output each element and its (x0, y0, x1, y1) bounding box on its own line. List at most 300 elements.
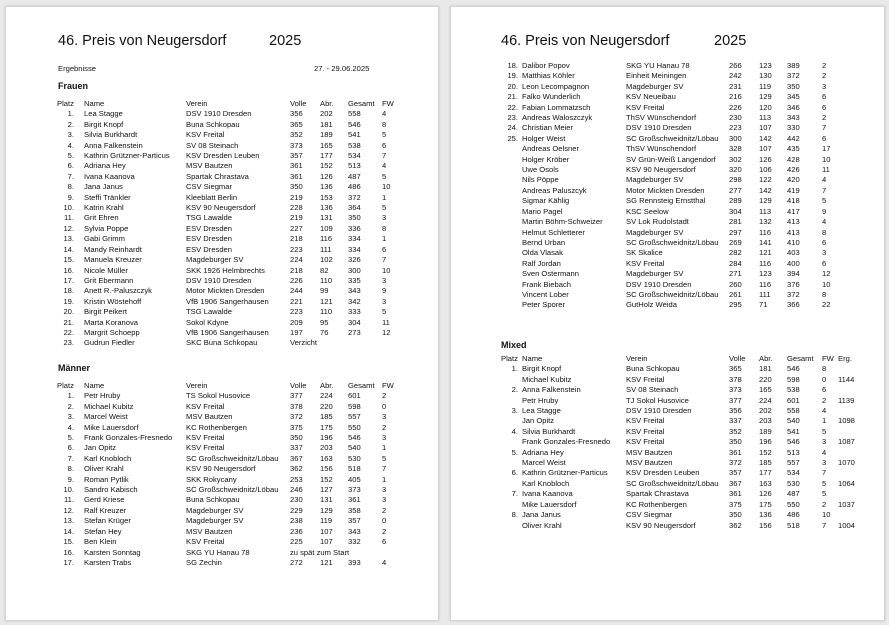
cell-erg: 1087 (838, 437, 855, 447)
cell-verein: SC Großschweidnitz/Löbau (626, 133, 719, 143)
cell-fw: 5 (822, 426, 827, 436)
section-heading-frauen: Frauen (58, 81, 89, 91)
cell-gesamt: 366 (787, 300, 800, 310)
cell-gesamt: 376 (787, 279, 800, 289)
cell-platz: 9. (67, 474, 74, 484)
cell-verein: KSV Freital (626, 416, 665, 426)
cell-name: Holger Weist (522, 133, 566, 143)
cell-name: Karl Knobloch (84, 453, 132, 463)
cell-fw: 7 (822, 468, 827, 478)
cell-name: Nicole Müller (84, 265, 128, 275)
cell-name: Holger Kröber (522, 154, 570, 164)
cell-fw: 3 (382, 433, 387, 443)
cell-volle: 302 (729, 154, 742, 164)
cell-name: Marcel Weist (522, 458, 566, 468)
cell-verein: SV 08 Steinach (626, 385, 679, 395)
cell-name: Peter Sporer (522, 300, 566, 310)
cell-fw: 1 (382, 474, 387, 484)
cell-verein: Magdeburger SV (626, 81, 684, 91)
column-header-gesamt: Gesamt (348, 381, 375, 390)
cell-abr: 152 (320, 474, 333, 484)
cell-fw: 10 (382, 265, 391, 275)
cell-gesamt: 334 (348, 234, 361, 244)
cell-abr: 82 (320, 265, 329, 275)
cell-gesamt: 350 (787, 81, 800, 91)
cell-verein: CSV Siegmar (186, 182, 233, 192)
cell-platz: 5. (67, 433, 74, 443)
cell-abr: 142 (759, 133, 772, 143)
cell-verein: VfB 1906 Sangerhausen (186, 296, 269, 306)
cell-name: Ralf Kreuzer (84, 505, 127, 515)
cell-abr: 107 (759, 144, 772, 154)
cell-platz: 22. (63, 327, 74, 337)
cell-platz: 10. (63, 485, 74, 495)
cell-name: Jana Janus (522, 510, 561, 520)
cell-verein: DSV 1910 Dresden (626, 279, 692, 289)
cell-fw: 7 (382, 464, 387, 474)
cell-name: Silvia Burkhardt (522, 426, 576, 436)
cell-abr: 175 (320, 422, 333, 432)
cell-volle: 271 (729, 269, 742, 279)
cell-platz: 13. (63, 234, 74, 244)
cell-name: Silvia Burkhardt (84, 130, 138, 140)
cell-volle: 356 (729, 406, 742, 416)
cell-abr: 116 (759, 258, 772, 268)
cell-volle: 367 (729, 478, 742, 488)
cell-erg: 1004 (838, 520, 855, 530)
cell-platz: 12. (63, 505, 74, 515)
cell-abr: 224 (320, 391, 333, 401)
cell-platz: 2. (67, 119, 74, 129)
cell-fw: 0 (382, 401, 387, 411)
cell-name: Gabi Grimm (84, 234, 125, 244)
cell-verein: SKK Rokycany (186, 474, 237, 484)
cell-name: Karsten Trabs (84, 557, 132, 567)
cell-name: Oliver Krahl (84, 464, 124, 474)
cell-name: Petr Hruby (84, 391, 121, 401)
cell-fw: 11 (382, 317, 390, 327)
cell-volle: 226 (729, 102, 742, 112)
cell-verein: Motor Mickten Dresden (186, 286, 265, 296)
cell-verein: ESV Dresden (186, 223, 233, 233)
cell-name: Adriana Hey (84, 161, 126, 171)
cell-gesamt: 330 (787, 123, 800, 133)
cell-fw: 5 (382, 130, 387, 140)
cell-abr: 185 (759, 458, 772, 468)
cell-gesamt: 435 (787, 144, 800, 154)
cell-abr: 111 (759, 289, 771, 299)
cell-name: Marta Koranova (84, 317, 139, 327)
cell-fw: 5 (382, 453, 387, 463)
cell-abr: 165 (320, 140, 333, 150)
cell-name: Stefan Hey (84, 526, 122, 536)
cell-gesamt: 538 (787, 385, 800, 395)
cell-name: Andreas Paluszcyk (522, 185, 587, 195)
cell-gesamt: 346 (787, 102, 800, 112)
cell-gesamt: 361 (348, 495, 361, 505)
cell-gesamt: 400 (787, 258, 800, 268)
cell-gesamt: 558 (787, 406, 800, 416)
cell-name: Sigmar Kählig (522, 196, 570, 206)
cell-platz: 23. (63, 338, 74, 348)
cell-verein: KSC Seelow (626, 206, 669, 216)
cell-verein: SV Grün-Weiß Langendorf (626, 154, 716, 164)
cell-fw: 10 (822, 279, 831, 289)
cell-fw: 5 (382, 171, 387, 181)
cell-gesamt: 558 (348, 109, 361, 119)
cell-volle: 352 (290, 130, 303, 140)
cell-verein: KSV Freital (626, 102, 665, 112)
column-header-platz: Platz (501, 354, 518, 363)
cell-gesamt: 601 (787, 395, 800, 405)
cell-verein: DSV 1910 Dresden (626, 123, 692, 133)
cell-name: Jan Opitz (84, 443, 117, 453)
cell-gesamt: 417 (787, 206, 800, 216)
cell-volle: 377 (290, 391, 303, 401)
cell-volle: 282 (729, 248, 742, 258)
cell-name: Kristin Wöstehoff (84, 296, 142, 306)
cell-gesamt: 343 (787, 113, 800, 123)
cell-fw: 22 (822, 300, 831, 310)
cell-fw: 1 (382, 234, 387, 244)
cell-fw: 2 (822, 499, 827, 509)
cell-fw: 2 (382, 505, 387, 515)
cell-fw: 5 (382, 307, 387, 317)
cell-fw: 3 (382, 495, 387, 505)
cell-fw: 6 (822, 133, 827, 143)
cell-platz: 14. (63, 526, 74, 536)
cell-fw: 3 (382, 296, 387, 306)
cell-verein: Magdeburger SV (626, 175, 684, 185)
cell-name: Mike Lauersdorf (522, 499, 577, 509)
cell-abr: 119 (320, 516, 333, 526)
cell-volle: 300 (729, 133, 742, 143)
cell-volle: 277 (729, 185, 742, 195)
cell-verein: SK Skalice (626, 248, 663, 258)
cell-volle: 328 (729, 144, 742, 154)
cell-abr: 152 (320, 161, 333, 171)
cell-volle: 372 (729, 458, 742, 468)
cell-abr: 116 (759, 279, 772, 289)
cell-platz: 22. (507, 102, 518, 112)
cell-gesamt: 357 (348, 516, 361, 526)
cell-name: Steffi Tränkler (84, 192, 131, 202)
cell-volle: 223 (290, 307, 303, 317)
cell-verein: Kleeblatt Berlin (186, 192, 238, 202)
cell-platz: 6. (67, 161, 74, 171)
cell-name: Michael Kubitz (522, 374, 572, 384)
cell-gesamt: 403 (787, 248, 800, 258)
cell-fw: 6 (382, 244, 387, 254)
cell-name: Andreas Waloszczyk (522, 113, 593, 123)
cell-fw: 7 (822, 520, 827, 530)
cell-abr: 102 (320, 255, 333, 265)
cell-volle: 304 (729, 206, 742, 216)
cell-name: Leon Lecompagnon (522, 81, 590, 91)
cell-platz: 19. (507, 71, 518, 81)
cell-name: Marcel Weist (84, 412, 128, 422)
cell-fw: 2 (822, 113, 827, 123)
cell-abr: 202 (320, 109, 333, 119)
cell-platz: 3. (67, 412, 74, 422)
cell-platz: 2. (511, 385, 518, 395)
cell-fw: 3 (382, 412, 387, 422)
cell-gesamt: 326 (348, 255, 361, 265)
cell-volle: 219 (290, 213, 303, 223)
cell-abr: 131 (320, 495, 333, 505)
cell-volle: 224 (290, 255, 303, 265)
cell-verein: SC Großschweidnitz/Löbau (626, 478, 719, 488)
cell-volle: 260 (729, 279, 742, 289)
cell-volle: 378 (729, 374, 742, 384)
cell-volle: 266 (729, 61, 742, 70)
cell-platz: 1. (67, 391, 74, 401)
cell-name: Christian Meier (522, 123, 574, 133)
cell-fw: 6 (382, 140, 387, 150)
cell-name: Karl Knobloch (522, 478, 570, 488)
cell-platz: 16. (63, 547, 74, 557)
cell-erg: 1098 (838, 416, 855, 426)
cell-fw: 7 (382, 255, 387, 265)
cell-name: Jana Janus (84, 182, 123, 192)
cell-verein: MSV Bautzen (626, 458, 673, 468)
cell-abr: 130 (759, 71, 772, 81)
cell-abr: 224 (759, 395, 772, 405)
cell-name: Grit Ehren (84, 213, 119, 223)
cell-volle: 297 (729, 227, 742, 237)
cell-fw: 3 (822, 437, 827, 447)
cell-verein: SKK 1926 Helmbrechts (186, 265, 265, 275)
cell-gesamt: 345 (787, 92, 800, 102)
cell-abr: 120 (759, 102, 772, 112)
cell-verein: KSV Neueibau (626, 92, 676, 102)
cell-name: Anett R.-Paluszczyk (84, 286, 152, 296)
cell-volle: 226 (290, 275, 303, 285)
cell-volle: 361 (290, 161, 303, 171)
cell-verein: Spartak Chrastava (626, 489, 689, 499)
column-header-volle: Volle (290, 99, 307, 108)
cell-volle: 361 (729, 489, 742, 499)
cell-fw: 0 (382, 516, 387, 526)
cell-verein: SC Großschweidnitz/Löbau (186, 485, 279, 495)
cell-platz: 15. (63, 255, 74, 265)
cell-verein: KSV Freital (186, 130, 225, 140)
cell-verein: SC Großschweidnitz/Löbau (186, 453, 279, 463)
cell-abr: 181 (320, 119, 333, 129)
cell-abr: 156 (759, 520, 772, 530)
cell-abr: 113 (759, 206, 772, 216)
cell-fw: 5 (822, 489, 827, 499)
cell-fw: 10 (822, 154, 831, 164)
cell-abr: 185 (320, 412, 333, 422)
cell-verein: Magdeburger SV (626, 269, 684, 279)
cell-gesamt: 334 (348, 244, 361, 254)
cell-name: Frank Gonzales-Fresnedo (522, 437, 611, 447)
cell-fw: 10 (382, 182, 391, 192)
cell-fw: 6 (822, 258, 827, 268)
cell-name: Ivana Kaanova (84, 171, 135, 181)
cell-fw: 5 (382, 203, 387, 213)
cell-abr: 142 (759, 185, 772, 195)
cell-fw: 3 (822, 248, 827, 258)
cell-fw: 3 (822, 458, 827, 468)
cell-abr: 109 (320, 223, 333, 233)
cell-fw: 9 (382, 286, 387, 296)
cell-verein: Magdeburger SV (186, 516, 244, 526)
cell-abr: 177 (320, 151, 333, 161)
cell-platz: 4. (67, 422, 74, 432)
cell-name: Stefan Krüger (84, 516, 131, 526)
cell-abr: 126 (759, 154, 772, 164)
document-page-1 (5, 6, 439, 621)
cell-platz: 15. (63, 537, 74, 547)
cell-abr: 163 (320, 453, 333, 463)
cell-gesamt: 513 (787, 447, 800, 457)
cell-abr: 136 (320, 182, 333, 192)
cell-verein: Magdeburger SV (186, 255, 244, 265)
cell-platz: 1. (511, 364, 518, 374)
cell-name: Grit Ebermann (84, 275, 134, 285)
cell-volle: 289 (729, 196, 742, 206)
cell-verein: MSV Bautzen (626, 447, 673, 457)
cell-abr: 107 (320, 526, 333, 536)
cell-verein: SKG YU Hanau 78 (186, 547, 250, 557)
cell-name: Sylvia Poppe (84, 223, 129, 233)
cell-verein: SV Lok Rudolstadt (626, 217, 689, 227)
cell-fw: 6 (382, 537, 387, 547)
cell-gesamt: 426 (787, 165, 800, 175)
cell-abr: 202 (759, 406, 772, 416)
cell-gesamt: 364 (348, 203, 361, 213)
cell-verein: GutHolz Weida (626, 300, 677, 310)
cell-gesamt: 540 (348, 443, 361, 453)
column-header-volle: Volle (290, 381, 307, 390)
cell-name: Gerd Kriese (84, 495, 125, 505)
title-year: 2025 (269, 33, 302, 49)
cell-platz: 4. (67, 140, 74, 150)
cell-gesamt: 336 (348, 223, 361, 233)
cell-erg: 1037 (838, 499, 855, 509)
cell-verein: KSV Freital (626, 374, 665, 384)
cell-gesamt: 350 (348, 213, 361, 223)
cell-volle: 209 (290, 317, 303, 327)
cell-erg: 1139 (838, 395, 855, 405)
cell-volle: 242 (729, 71, 742, 81)
cell-gesamt: 534 (787, 468, 800, 478)
title-year: 2025 (714, 33, 747, 49)
cell-gesamt: 304 (348, 317, 361, 327)
cell-abr: 107 (759, 123, 772, 133)
cell-fw: 1 (382, 443, 387, 453)
cell-gesamt: 546 (787, 364, 800, 374)
cell-name: Petr Hruby (522, 395, 559, 405)
cell-volle: 377 (729, 395, 742, 405)
column-header-abr: Abr. (759, 354, 773, 363)
cell-gesamt: 420 (787, 175, 800, 185)
cell-volle: 227 (290, 223, 303, 233)
column-header-fw: FW (382, 99, 394, 108)
cell-fw: 6 (822, 237, 827, 247)
cell-platz: 18. (507, 61, 518, 70)
cell-platz: 8. (67, 464, 74, 474)
cell-gesamt: 546 (787, 437, 800, 447)
cell-name: Vincent Lober (522, 289, 569, 299)
cell-gesamt: 550 (787, 499, 800, 509)
cell-name: Michael Kubitz (84, 401, 134, 411)
column-header-gesamt: Gesamt (787, 354, 814, 363)
column-header-abr: Abr. (320, 99, 334, 108)
cell-abr: 203 (759, 416, 772, 426)
cell-fw: 6 (822, 102, 827, 112)
cell-volle: 229 (290, 505, 303, 515)
cell-abr: 220 (759, 374, 772, 384)
cell-name: Jan Opitz (522, 416, 555, 426)
page-title (501, 33, 747, 49)
cell-fw: 8 (382, 223, 387, 233)
cell-verein: TJ Sokol Husovice (626, 395, 689, 405)
cell-verein: Spartak Chrastava (186, 171, 249, 181)
cell-fw: 4 (822, 217, 827, 227)
cell-fw: 8 (382, 119, 387, 129)
cell-gesamt: 598 (348, 401, 361, 411)
cell-platz: 1. (67, 109, 74, 119)
cell-volle: 244 (290, 286, 303, 296)
column-header-volle: Volle (729, 354, 746, 363)
cell-verein: SV 08 Steinach (186, 140, 239, 150)
cell-verein: SG Rennsteig Ernstthal (626, 196, 706, 206)
cell-platz: 7. (67, 171, 74, 181)
cell-gesamt: 343 (348, 286, 361, 296)
cell-name: Sven Ostermann (522, 269, 579, 279)
cell-platz: 7. (67, 453, 74, 463)
cell-volle: 219 (290, 192, 303, 202)
cell-verein: KSV 90 Neugersdorf (626, 520, 696, 530)
cell-gesamt: 410 (787, 237, 800, 247)
cell-verein: Magdeburger SV (186, 505, 244, 515)
cell-platz: 20. (507, 81, 518, 91)
document-page-2 (450, 6, 885, 621)
cell-abr: 136 (759, 510, 772, 520)
cell-abr: 189 (759, 426, 772, 436)
cell-verein: Buna Schkopau (626, 364, 680, 374)
cell-verein: KSV Dresden Leuben (626, 468, 700, 478)
cell-gesamt: 601 (348, 391, 361, 401)
cell-volle: 352 (729, 426, 742, 436)
cell-abr: 129 (759, 92, 772, 102)
cell-volle: 298 (729, 175, 742, 185)
cell-abr: 189 (320, 130, 333, 140)
cell-platz: 10. (63, 203, 74, 213)
cell-gesamt: 418 (787, 196, 800, 206)
cell-verein: KSV Freital (186, 443, 225, 453)
cell-abr: 181 (759, 364, 772, 374)
cell-volle: 221 (290, 296, 303, 306)
cell-fw: 11 (822, 165, 830, 175)
cell-fw: 7 (382, 151, 387, 161)
cell-platz: 11. (64, 495, 74, 505)
cell-fw: 1 (822, 416, 827, 426)
cell-volle: 362 (290, 464, 303, 474)
cell-name: Adriana Hey (522, 447, 564, 457)
cell-gesamt: 557 (348, 412, 361, 422)
cell-abr: 110 (320, 307, 333, 317)
cell-verein: TSG Lawalde (186, 213, 233, 223)
cell-volle: 231 (729, 81, 742, 91)
cell-gesamt: 518 (787, 520, 800, 530)
cell-gesamt: 487 (348, 171, 361, 181)
cell-name: Anna Falkenstein (522, 385, 581, 395)
cell-gesamt: 534 (348, 151, 361, 161)
